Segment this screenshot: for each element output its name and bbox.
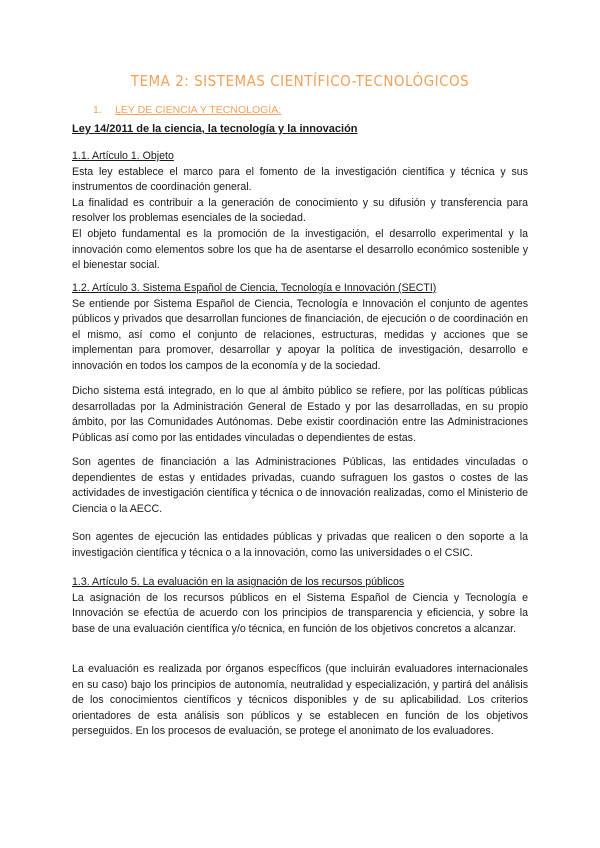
article-5-paragraph: La asignación de los recursos públicos en el Sistema Español de Ciencia y Tecnología e Innovación se efectúa de acuerdo con los principios de transparencia y eficiencia, y sobre la base de una evaluación científica y/o técnica, en función de los objetivos concretos a alcanzar.	[72, 591, 528, 635]
article-1	[72, 149, 528, 274]
article-1-heading: 1.1. Artículo 1. Objeto	[72, 150, 174, 162]
article-3-paragraph: Son agentes de financiación a las Administraciones Públicas, las entidades vinculadas o dependientes de estas y entidades privadas, cuando sufraguen los gastos o costes de las actividades de investigación científica y técnica o de innovación realizadas, como el Ministerio de Ciencia o la AECC.	[72, 456, 528, 515]
article-5-heading: 1.3. Artículo 5. La evaluación en la asignación de los recursos públicos	[72, 576, 405, 588]
article-3	[72, 281, 528, 375]
law-title: Ley 14/2011 de la ciencia, la tecnología y la innovación	[72, 123, 358, 135]
section-label: LEY DE CIENCIA Y TECNOLOGÍA:	[115, 104, 282, 116]
article-5-paragraph: La evaluación es realizada por órganos específicos (que incluirán evaluadores internacionales en su caso) bajo los principios de autonomía, neutralidad y especialización, y partirá del análisis de los conocimientos científicos y técnicos disponibles y de su aplicabilidad. Los criterios orientadores de esta análisis son públicos y se establecen en función de los objetivos perseguidos. En los procesos de evaluación, se protege el anonimato de los evaluadores.	[72, 663, 528, 738]
article-3-paragraph: Son agentes de ejecución las entidades públicas y privadas que realicen o den soporte a la investigación científica y técnica o a la innovación, como las universidades o el CSIC.	[72, 531, 528, 559]
article-5	[72, 575, 528, 637]
article-1-paragraph: La finalidad es contribuir a la generación de conocimiento y su difusión y transferencia para resolver los problemas esenciales de la sociedad.	[72, 196, 528, 225]
article-1-paragraph: Esta ley establece el marco para el fomento de la investigación científica y técnica y sus instrumentos de coordinación general.	[72, 165, 528, 194]
article-3-heading: 1.2. Artículo 3. Sistema Español de Ciencia, Tecnología e Innovación (SECTI)	[72, 282, 437, 294]
article-1-paragraph: El objeto fundamental es la promoción de la investigación, el desarrollo experimental y la innovación como elementos sobre los que ha de asentarse el desarrollo económico sostenible y el bienestar social.	[72, 227, 528, 272]
document-title: TEMA 2: SISTEMAS CIENTÍFICO-TECNOLÓGICOS	[130, 72, 470, 90]
section-heading	[93, 103, 281, 119]
section-number: 1.	[93, 104, 102, 116]
article-3-paragraph: Se entiende por Sistema Español de Ciencia, Tecnología e Innovación el conjunto de agentes públicos y privados que desarrollan funciones de financiación, de ejecución o de coordinación en el mismo, así como el conjunto de relaciones, estructuras, medidas y acciones que se implementan para promover, desarrollar y apoyar la política de investigación, desarrollo e innovación en todos los campos de la economía y de la sociedad.	[72, 297, 528, 372]
article-3-paragraph: Dicho sistema está integrado, en lo que al ámbito público se refiere, por las políticas públicas desarrolladas por la Administración General de Estado y por las desarrolladas, en su propio ámbito, por las Comunidades Autónomas. Debe existir coordinación entre las Administraciones Públicas así como por las entidades vinculadas o dependientes de estas.	[72, 385, 528, 444]
